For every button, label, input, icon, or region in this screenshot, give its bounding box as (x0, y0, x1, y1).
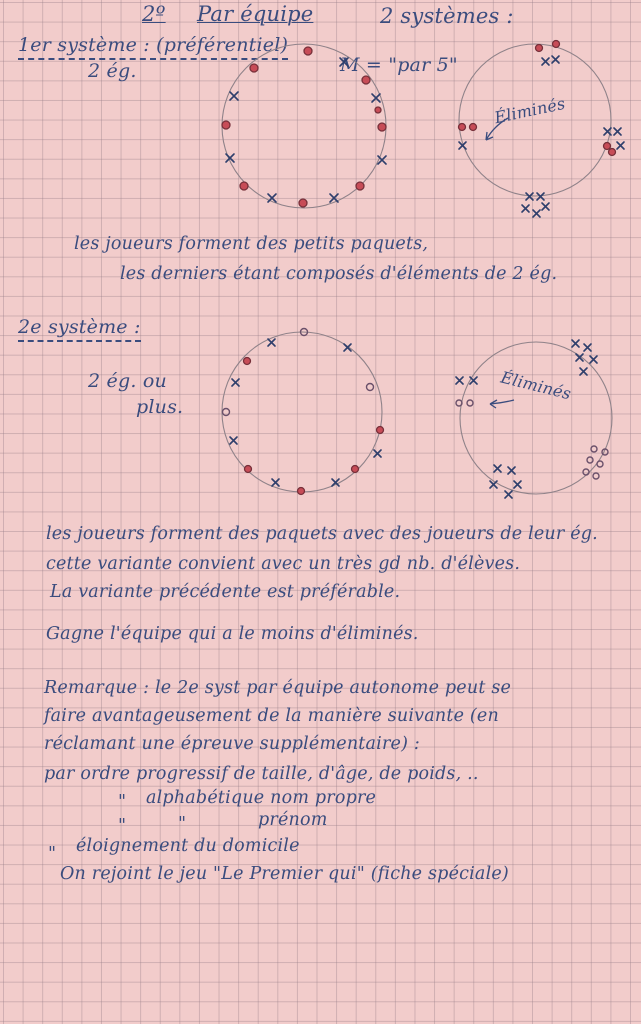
system-2-eliminated-groups (456, 340, 608, 498)
remark-line-2: faire avantageusement de la manière suivante (en (44, 706, 499, 726)
system-2-teams-line-2: plus. (136, 396, 184, 418)
winner-rule: Gagne l'équipe qui a le moins d'éliminés. (46, 624, 419, 644)
section-subtitle: 2 systèmes : (380, 4, 514, 28)
system-1-caption-line-2: les derniers étant composés d'éléments de 2 ég. (120, 264, 558, 284)
remark-line-7: éloignement du domicile (76, 836, 300, 856)
remark-line-5-ditto: " (118, 792, 127, 812)
paragraph-line-3: La variante précédente est préférable. (50, 582, 401, 602)
paragraph-line-2: cette variante convient avec un très gd nb. d'élèves. (46, 554, 521, 574)
remark-line-7-ditto: " (48, 844, 57, 864)
remark-line-6-ditto-1: " (118, 816, 127, 836)
section-number: 2º (142, 2, 166, 26)
system-2-arrow (490, 400, 514, 408)
system-1-formula: M = "par 5" (340, 54, 458, 76)
system-2-eliminated-label: Éliminés (498, 367, 574, 404)
remark-line-8: On rejoint le jeu "Le Premier qui" (fiche spéciale) (60, 864, 509, 884)
system-1-teams: 2 ég. (88, 60, 137, 82)
remark-line-1: Remarque : le 2e syst par équipe autonome peut se (44, 678, 512, 698)
remark-line-5: alphabétique nom propre (146, 788, 377, 808)
system-1-caption-line-1: les joueurs forment des petits paquets, (74, 234, 429, 254)
system-2-teams-line-1: 2 ég. ou (88, 370, 167, 392)
system-2-label: 2e système : (18, 318, 141, 337)
remark-line-6-ditto-2: " (178, 814, 187, 834)
remark-line-6: prénom (258, 810, 328, 830)
section-title: Par équipe (197, 2, 314, 26)
system-2-points (223, 329, 384, 495)
system-1-label: 1er système : (préférentiel) (18, 36, 288, 55)
system-1-eliminated-label: Éliminés (492, 93, 567, 128)
remark-line-3: réclamant une épreuve supplémentaire) : (44, 734, 420, 754)
remark-line-4: par ordre progressif de taille, d'âge, de poids, .. (44, 764, 479, 784)
paragraph-line-1: les joueurs forment des paquets avec des joueurs de leur ég. (46, 524, 598, 544)
system-2-x-marks (230, 339, 381, 486)
